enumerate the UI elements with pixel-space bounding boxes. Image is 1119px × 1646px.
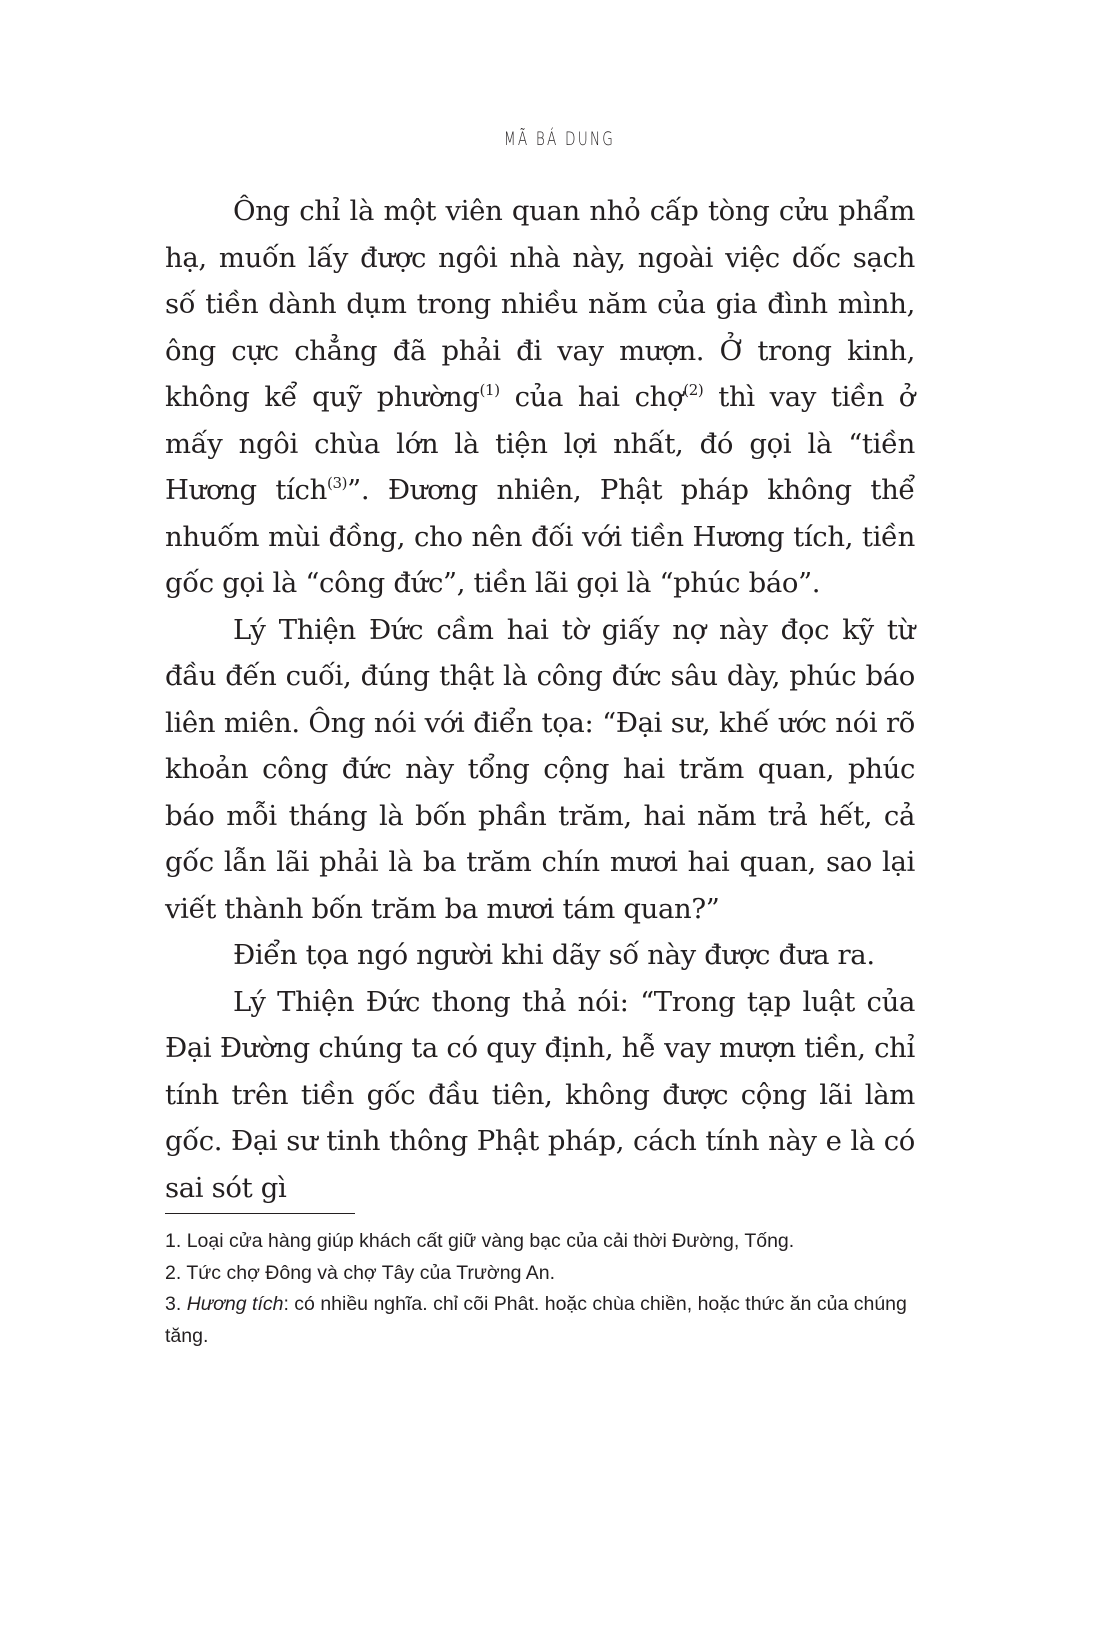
paragraph-text: của hai chợ xyxy=(499,381,684,413)
footnote-text: : có nhiều nghĩa. chỉ cõi Phât. hoặc chùa chiền, hoặc thức ăn của chúng tăng. xyxy=(165,1293,907,1347)
running-head-author: MÃ BÁ DUNG xyxy=(503,128,616,150)
footnote-2 xyxy=(165,1258,917,1290)
paragraph-text: thì vay tiền ở mấy ngôi chùa lớn là tiện lợi nhất, đó gọi là “tiền Hương tích xyxy=(165,381,915,506)
footnote-ref-1[interactable]: (1) xyxy=(479,381,500,399)
footnote-number: 1. xyxy=(165,1230,182,1252)
body-text xyxy=(165,188,915,1211)
footnote-1 xyxy=(165,1226,917,1258)
footnote-divider xyxy=(165,1213,355,1214)
footnote-3 xyxy=(165,1289,917,1352)
paragraph: Lý Thiện Đức cầm hai tờ giấy nợ này đọc kỹ từ đầu đến cuối, đúng thật là công đức sâu dày, phúc báo liên miên. Ông nói với điển tọa: “Đại sư, khế ước nói rõ khoản công đức này tổng cộng hai trăm quan, phúc báo mỗi tháng là bốn phần trăm, hai năm trả hết, cả gốc lẫn lãi phải là ba trăm chín mươi hai quan, sao lại viết thành bốn trăm ba mươi tám quan?” xyxy=(165,613,915,925)
footnote-ref-3[interactable]: (3) xyxy=(326,474,348,492)
footnote-number: 3. xyxy=(165,1293,182,1315)
paragraph: Lý Thiện Đức thong thả nói: “Trong tạp luật của Đại Đường chúng ta có quy định, hễ vay mượn tiền, chỉ tính trên tiền gốc đầu tiên, không được cộng lãi làm gốc. Đại sư tinh thông Phật pháp, cách tính này e là có sai sót gì xyxy=(165,985,915,1204)
paragraph xyxy=(165,188,915,607)
footnotes xyxy=(165,1226,917,1352)
footnote-ref-2[interactable]: (2) xyxy=(683,381,704,399)
footnote-text: Loại cửa hàng giúp khách cất giữ vàng bạc của cải thời Đường, Tống. xyxy=(186,1230,795,1252)
footnote-term: Hương tích xyxy=(186,1293,284,1315)
paragraph: Điển tọa ngó người khi dãy số này được đưa ra. xyxy=(233,939,875,971)
footnote-number: 2. xyxy=(165,1261,182,1284)
paragraph-text: ”. Đương nhiên, Phật pháp không thể nhuốm mùi đồng, cho nên đối với tiền Hương tích, tiền gốc gọi là “công đức”, tiền lãi gọi là “phúc báo”. xyxy=(165,474,916,599)
footnote-text: Tức chợ Đông và chợ Tây của Trường An. xyxy=(186,1261,556,1284)
paragraph-text: Ông chỉ là một viên quan nhỏ cấp tòng cửu phẩm hạ, muốn lấy được ngôi nhà này, ngoài việc dốc sạch số tiền dành dụm trong nhiều năm của gia đình mình, ông cực chẳng đã phải đi vay mượn. Ở trong kinh, không kể quỹ phường xyxy=(165,195,915,413)
